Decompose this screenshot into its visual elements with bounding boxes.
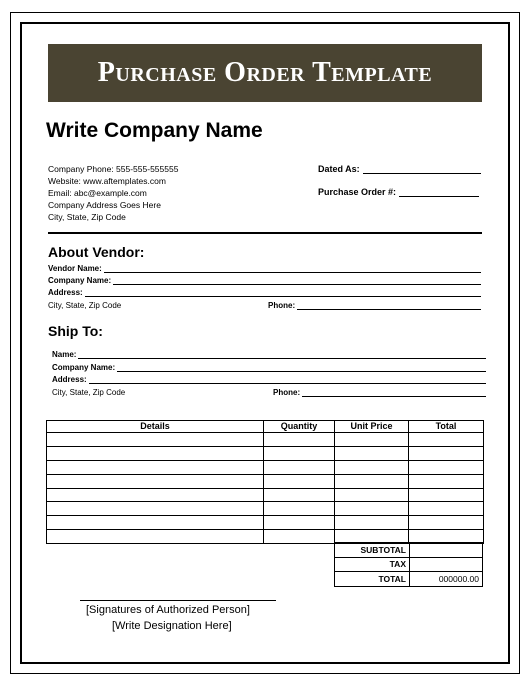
vendor-city-label: City, State, Zip Code (48, 301, 122, 310)
ship-name-label: Name: (52, 350, 77, 359)
header-unit-price: Unit Price (335, 421, 409, 433)
cell-unit-price[interactable] (335, 502, 409, 516)
vendor-heading: About Vendor: (48, 244, 145, 260)
vendor-phone-line (297, 301, 481, 310)
header-total: Total (409, 421, 484, 433)
title-banner (48, 44, 482, 102)
dated-as-line (363, 164, 481, 174)
vendor-company-line (113, 276, 481, 285)
tax-value[interactable] (410, 557, 483, 572)
cell-unit-price[interactable] (335, 446, 409, 460)
cell-unit-price[interactable] (335, 460, 409, 474)
table-row (47, 516, 484, 530)
cell-details[interactable] (47, 474, 264, 488)
vendor-name-field[interactable] (48, 264, 481, 273)
vendor-address-field[interactable] (48, 288, 481, 297)
cell-unit-price[interactable] (335, 474, 409, 488)
po-number-field[interactable] (318, 187, 479, 197)
tax-row (335, 557, 483, 572)
subtotal-value[interactable] (410, 543, 483, 558)
table-row (47, 433, 484, 447)
total-label: TOTAL (335, 572, 410, 587)
ship-to-heading: Ship To: (48, 323, 103, 339)
document-title: Purchase Order Template (97, 57, 433, 88)
ship-address-line (89, 375, 486, 384)
ship-phone-line (302, 388, 486, 397)
vendor-address-label: Address: (48, 288, 83, 297)
table-row (47, 502, 484, 516)
po-number-label: Purchase Order #: (318, 187, 397, 197)
items-body (47, 433, 484, 544)
vendor-company-field[interactable] (48, 276, 481, 285)
ship-city-field[interactable] (52, 388, 268, 397)
cell-unit-price[interactable] (335, 488, 409, 502)
cell-total[interactable] (409, 516, 484, 530)
section-divider (48, 232, 482, 234)
ship-name-field[interactable] (52, 350, 486, 359)
company-phone: Company Phone: 555-555-555555 (48, 164, 179, 174)
cell-quantity[interactable] (264, 433, 335, 447)
ship-address-field[interactable] (52, 375, 486, 384)
cell-quantity[interactable] (264, 488, 335, 502)
header-quantity: Quantity (264, 421, 335, 433)
vendor-address-line (85, 288, 481, 297)
ship-company-label: Company Name: (52, 363, 116, 372)
tax-label: TAX (335, 557, 410, 572)
items-header-row (47, 421, 484, 433)
subtotal-row (335, 543, 483, 558)
vendor-phone-field[interactable] (268, 301, 481, 310)
cell-details[interactable] (47, 460, 264, 474)
table-row (47, 488, 484, 502)
company-address: Company Address Goes Here (48, 200, 161, 210)
items-table (46, 420, 484, 544)
subtotal-label: SUBTOTAL (335, 543, 410, 558)
cell-details[interactable] (47, 530, 264, 544)
signature-line (80, 600, 276, 601)
header-details: Details (47, 421, 264, 433)
company-city: City, State, Zip Code (48, 212, 126, 222)
ship-city-label: City, State, Zip Code (52, 388, 126, 397)
cell-unit-price[interactable] (335, 433, 409, 447)
total-row (335, 572, 483, 587)
cell-total[interactable] (409, 460, 484, 474)
cell-quantity[interactable] (264, 446, 335, 460)
ship-phone-label: Phone: (273, 388, 301, 397)
cell-details[interactable] (47, 446, 264, 460)
cell-total[interactable] (409, 446, 484, 460)
cell-details[interactable] (47, 502, 264, 516)
company-name: Write Company Name (46, 119, 263, 142)
signature-designation: [Write Designation Here] (112, 620, 232, 632)
cell-quantity[interactable] (264, 474, 335, 488)
vendor-city-field[interactable] (48, 301, 264, 310)
ship-company-field[interactable] (52, 363, 486, 372)
cell-quantity[interactable] (264, 502, 335, 516)
cell-unit-price[interactable] (335, 516, 409, 530)
signature-person: [Signatures of Authorized Person] (86, 604, 250, 616)
company-email: Email: abc@example.com (48, 188, 147, 198)
cell-total[interactable] (409, 502, 484, 516)
ship-phone-field[interactable] (273, 388, 486, 397)
vendor-phone-label: Phone: (268, 301, 296, 310)
table-row (47, 460, 484, 474)
cell-details[interactable] (47, 433, 264, 447)
dated-as-field[interactable] (318, 164, 481, 174)
table-row (47, 474, 484, 488)
cell-details[interactable] (47, 516, 264, 530)
cell-total[interactable] (409, 474, 484, 488)
vendor-name-line (104, 264, 481, 273)
cell-details[interactable] (47, 488, 264, 502)
dated-as-label: Dated As: (318, 164, 360, 174)
vendor-company-label: Company Name: (48, 276, 112, 285)
cell-quantity[interactable] (264, 530, 335, 544)
company-website: Website: www.aftemplates.com (48, 176, 166, 186)
total-value[interactable]: 000000.00 (410, 572, 483, 587)
summary-table (334, 542, 483, 587)
cell-total[interactable] (409, 433, 484, 447)
cell-total[interactable] (409, 488, 484, 502)
po-number-line (399, 187, 479, 197)
ship-company-line (117, 363, 486, 372)
table-row (47, 446, 484, 460)
ship-name-line (78, 350, 486, 359)
cell-quantity[interactable] (264, 460, 335, 474)
vendor-name-label: Vendor Name: (48, 264, 102, 273)
ship-address-label: Address: (52, 375, 87, 384)
cell-quantity[interactable] (264, 516, 335, 530)
